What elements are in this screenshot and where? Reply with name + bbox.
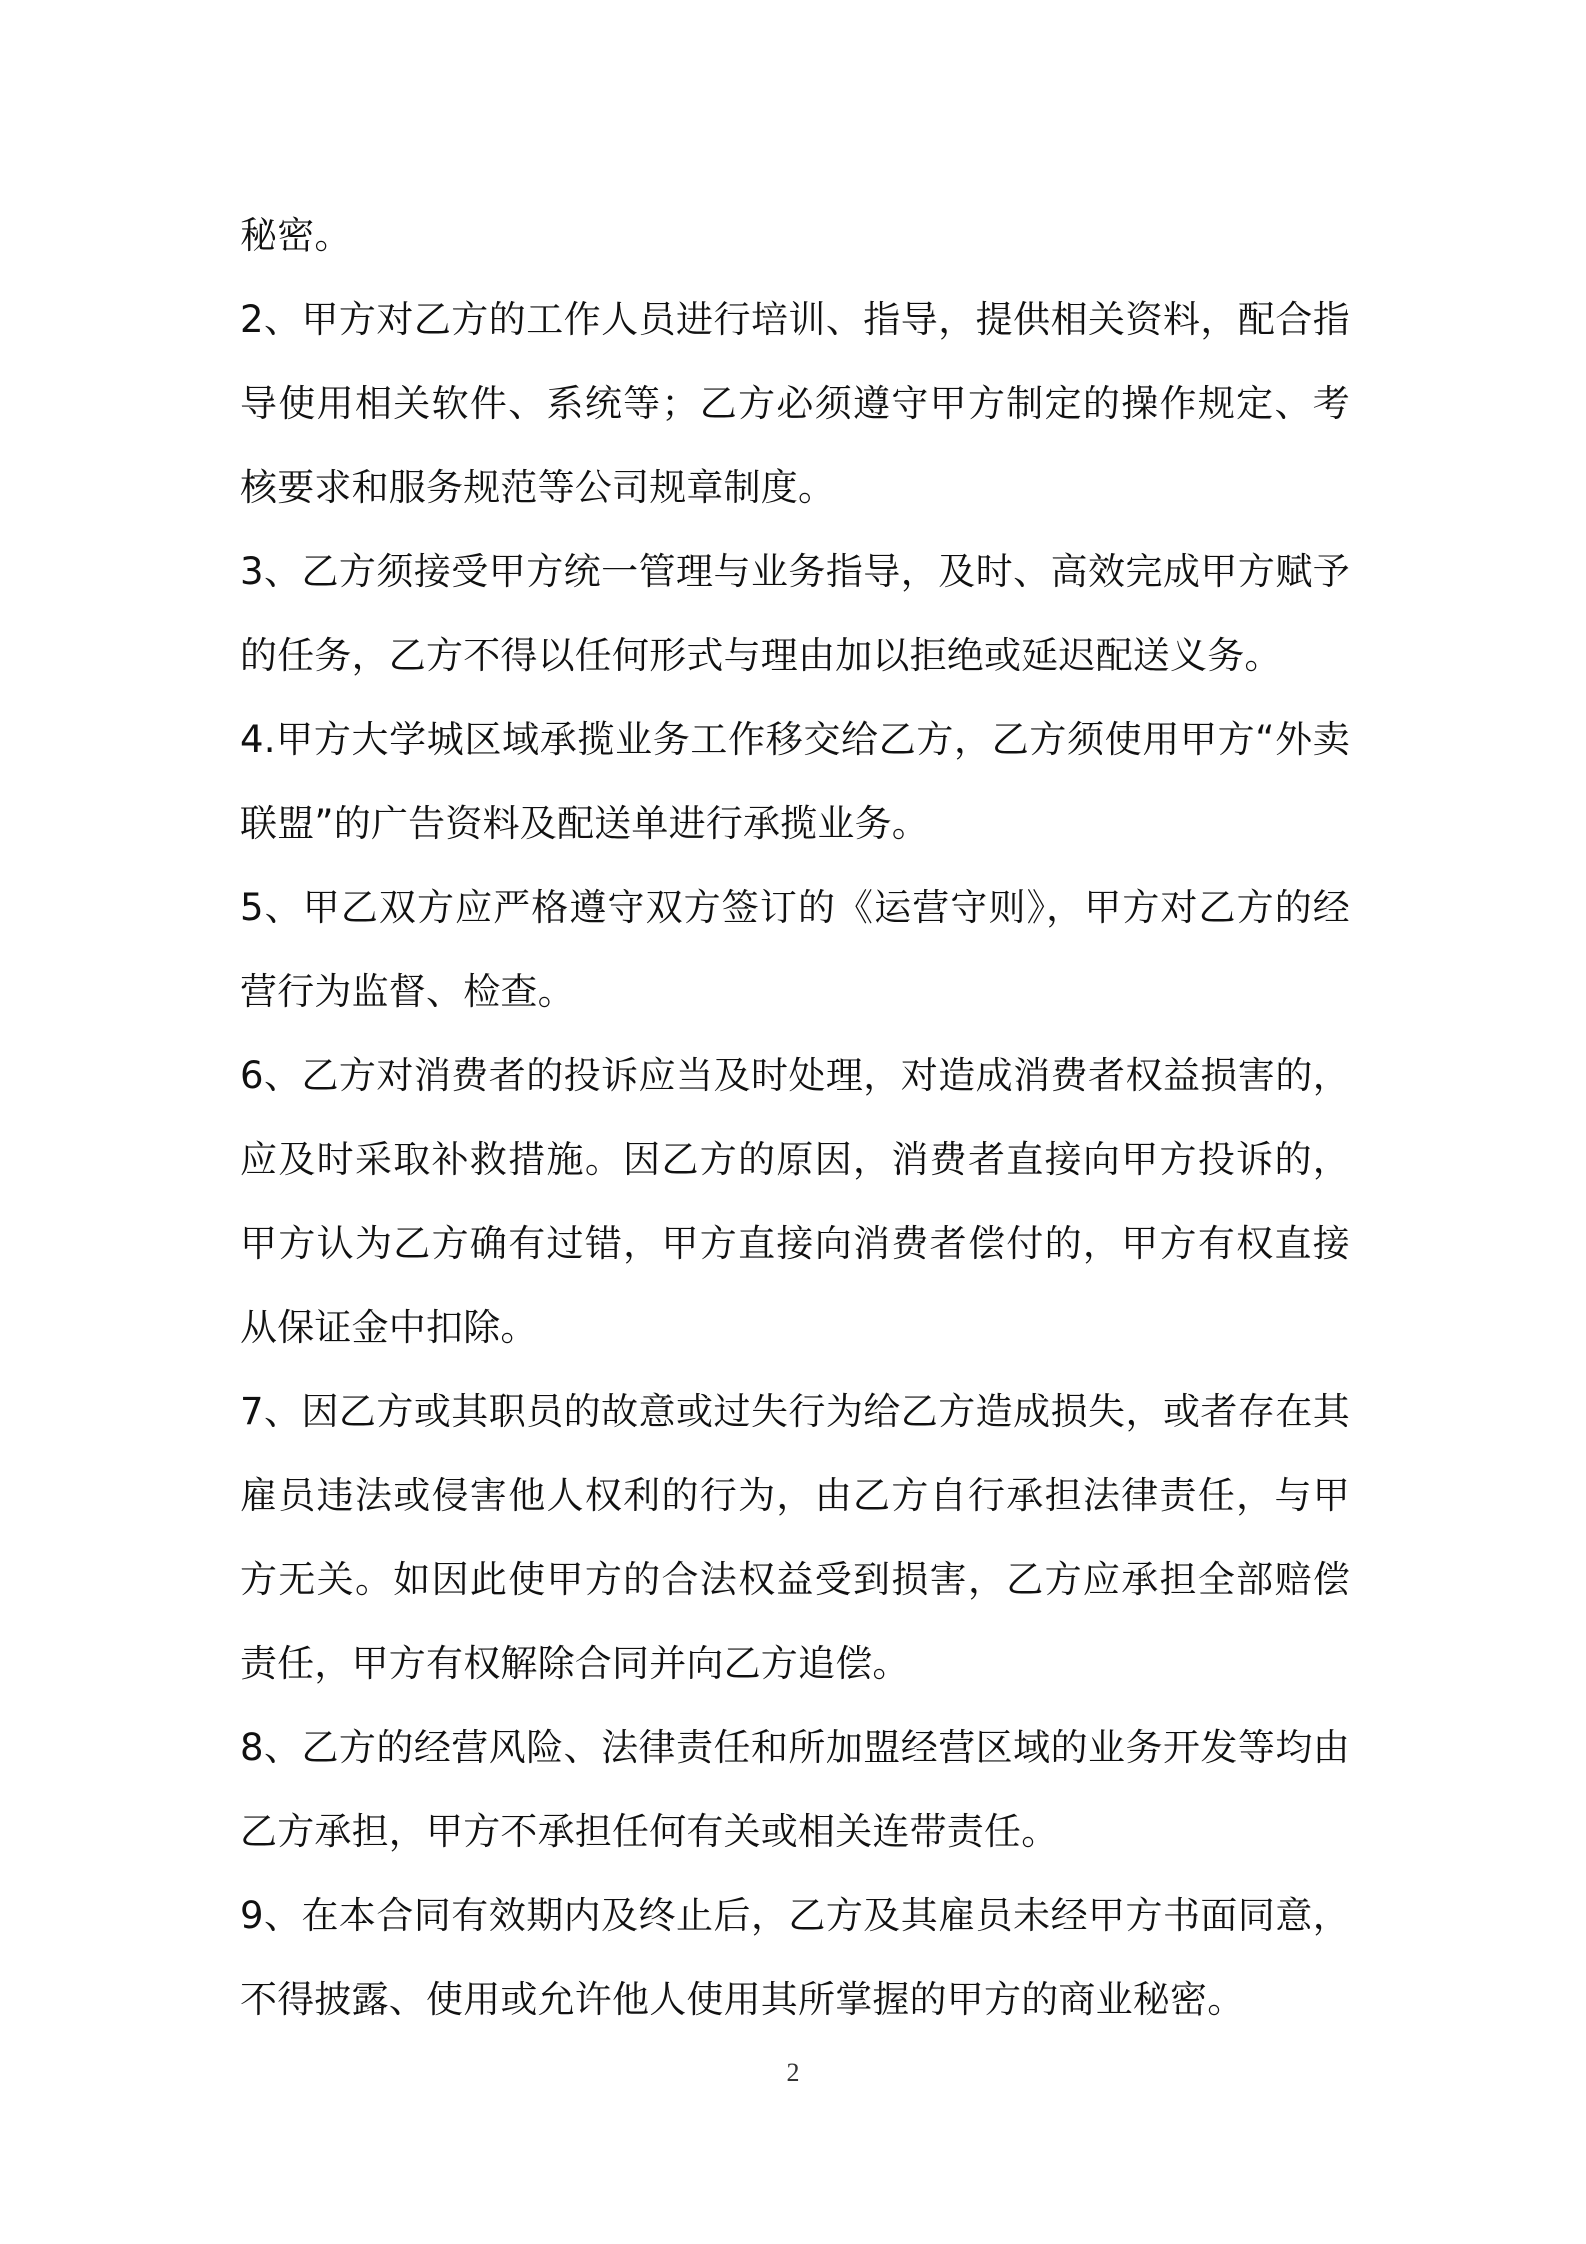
document-body bbox=[240, 194, 1350, 2042]
clause-7: 7、因乙方或其职员的故意或过失行为给乙方造成损失，或者存在其雇员违法或侵害他人权利的行为，由乙方自行承担法律责任，与甲方无关。如因此使甲方的合法权益受到损害，乙方应承担全部赔偿责任，甲方有权解除合同并向乙方追偿。 bbox=[240, 1390, 1350, 1685]
paragraph-continuation: 秘密。 bbox=[240, 214, 352, 257]
clause-2: 2、甲方对乙方的工作人员进行培训、指导，提供相关资料，配合指导使用相关软件、系统等；乙方必须遵守甲方制定的操作规定、考核要求和服务规范等公司规章制度。 bbox=[240, 298, 1350, 509]
clause-4: 4.甲方大学城区域承揽业务工作移交给乙方，乙方须使用甲方“外卖联盟”的广告资料及配送单进行承揽业务。 bbox=[240, 718, 1350, 845]
page-number: 2 bbox=[786, 2058, 800, 2087]
clause-8: 8、乙方的经营风险、法律责任和所加盟经营区域的业务开发等均由乙方承担，甲方不承担任何有关或相关连带责任。 bbox=[240, 1726, 1350, 1853]
clause-5: 5、甲乙双方应严格遵守双方签订的《运营守则》，甲方对乙方的经营行为监督、检查。 bbox=[240, 886, 1350, 1013]
clause-6: 6、乙方对消费者的投诉应当及时处理，对造成消费者权益损害的，应及时采取补救措施。因乙方的原因，消费者直接向甲方投诉的，甲方认为乙方确有过错，甲方直接向消费者偿付的，甲方有权直接从保证金中扣除。 bbox=[240, 1054, 1350, 1349]
clause-9: 9、在本合同有效期内及终止后，乙方及其雇员未经甲方书面同意，不得披露、使用或允许他人使用其所掌握的甲方的商业秘密。 bbox=[240, 1894, 1350, 2021]
clause-3: 3、乙方须接受甲方统一管理与业务指导，及时、高效完成甲方赋予的任务，乙方不得以任何形式与理由加以拒绝或延迟配送义务。 bbox=[240, 550, 1350, 677]
